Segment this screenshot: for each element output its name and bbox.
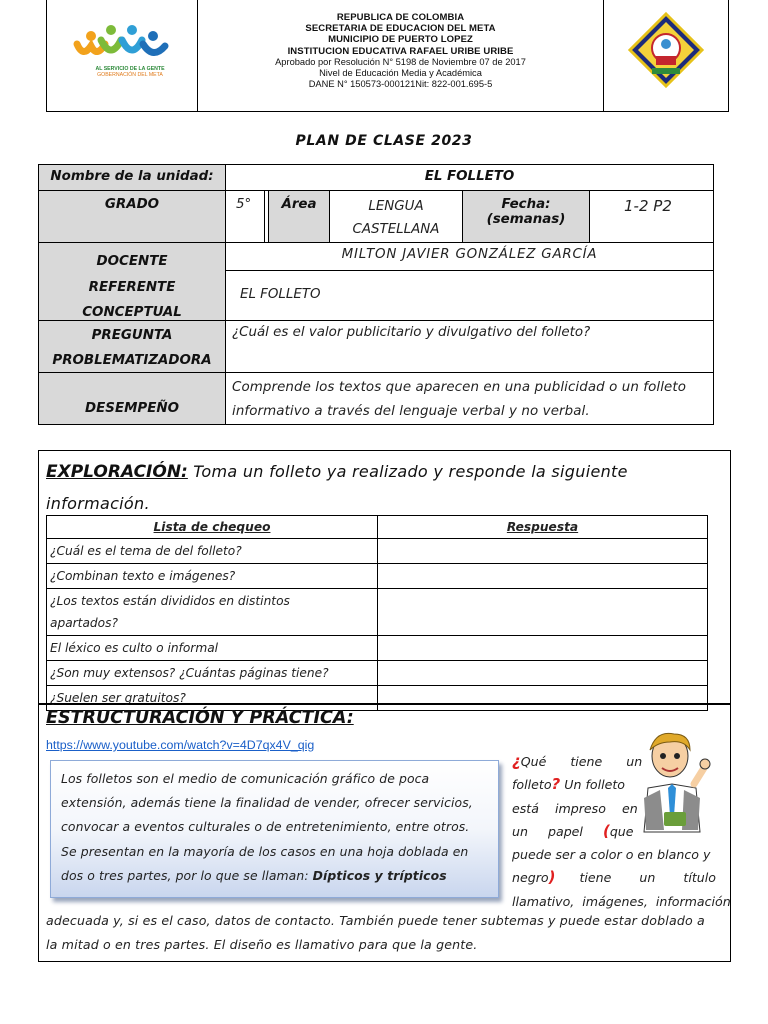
logo-caption <box>75 66 185 78</box>
area-value-line: LENGUA <box>368 199 424 214</box>
people-logo-icon <box>47 0 198 112</box>
exploration-heading <box>46 456 726 519</box>
performance-line: Comprende los textos que aparecen en una publicidad o un folleto <box>232 380 687 395</box>
page-title: PLAN DE CLASE 2023 <box>295 133 473 149</box>
table-row <box>47 564 708 589</box>
table-row <box>47 539 708 564</box>
side-text-line <box>512 750 643 773</box>
header-line: INSTITUCION EDUCATIVA RAFAEL URIBE URIBE <box>287 45 514 57</box>
answer-cell[interactable] <box>378 589 708 636</box>
side-text-line <box>512 866 726 889</box>
performance-value <box>225 372 714 425</box>
performance-label: DESEMPEÑO <box>38 372 226 425</box>
table-row <box>47 661 708 686</box>
checklist-header: Lista de chequeo <box>47 516 378 539</box>
question-value: ¿Cuál es el valor publicitario y divulgativo del folleto? <box>225 320 714 373</box>
institution-info <box>198 0 604 111</box>
callout-line: dos o tres partes, por lo que se llaman: <box>61 867 313 883</box>
side-text-fragment: tiene un título <box>555 870 716 886</box>
side-text-fragment: negro <box>512 870 549 886</box>
answer-header: Respuesta <box>378 516 708 539</box>
school-crest <box>604 0 728 111</box>
answer-cell[interactable] <box>378 564 708 589</box>
red-punctuation: ( <box>602 821 610 840</box>
logo-caption-line: AL SERVICIO DE LA GENTE <box>95 66 165 72</box>
side-text-fragment: folleto <box>512 777 552 793</box>
header-line: Nivel de Educación Media y Académica <box>319 68 482 79</box>
header-line: Aprobado por Resolución N° 5198 de Noviembre 07 de 2017 <box>275 56 526 67</box>
callout-line: Los folletos son el medio de comunicación gráfico de poca <box>61 771 430 786</box>
side-text-line: está impreso en <box>512 800 638 816</box>
reference-label: CONCEPTUAL <box>82 305 182 320</box>
teacher-cartoon-icon <box>634 728 712 838</box>
answer-cell[interactable] <box>378 636 708 661</box>
checklist-item-line: apartados? <box>50 616 118 630</box>
reference-label: REFERENTE <box>88 279 176 295</box>
letterhead <box>46 0 729 112</box>
side-text-line <box>512 820 632 843</box>
question-label-line: PROBLEMATIZADORA <box>52 353 212 368</box>
answer-cell[interactable] <box>378 539 708 564</box>
checklist-item: El léxico es culto o informal <box>47 636 378 661</box>
question-label-line: PREGUNTA <box>91 328 173 343</box>
red-punctuation: ¿ <box>512 752 521 770</box>
table-row <box>47 589 708 636</box>
grade-label: GRADO <box>38 190 226 243</box>
side-text-continued <box>512 843 731 913</box>
class-info-table <box>38 164 714 425</box>
callout-text <box>61 767 490 888</box>
grade-value: 5° <box>225 190 265 243</box>
exploration-title: EXPLORACIÓN: <box>46 462 188 482</box>
unit-value: EL FOLLETO <box>225 164 714 191</box>
checklist-item-line: ¿Los textos están divididos en distintos <box>50 594 290 608</box>
checklist-item: ¿Cuál es el tema de del folleto? <box>47 539 378 564</box>
logo-caption-line: GOBERNACIÓN DEL META <box>97 72 163 78</box>
checklist-item: ¿Combinan texto e imágenes? <box>47 564 378 589</box>
callout-bold: Dípticos y trípticos <box>312 867 447 883</box>
callout-line: Se presentan en la mayoría de los casos en una hoja doblada en <box>61 843 469 859</box>
reference-value: EL FOLLETO <box>225 270 714 321</box>
area-value <box>329 190 463 243</box>
checklist-item <box>47 589 378 636</box>
area-label: Área <box>268 190 330 243</box>
teacher-label: DOCENTE <box>96 254 168 269</box>
date-value: 1-2 P2 <box>589 190 714 243</box>
header-line: MUNICIPIO DE PUERTO LOPEZ <box>328 34 473 46</box>
body-text-line: la mitad o en tres partes. El diseño es llamativo para que la gente. <box>46 937 478 952</box>
table-row <box>47 636 708 661</box>
side-text-line <box>512 773 632 796</box>
video-link[interactable]: https://www.youtube.com/watch?v=4D7qx4V_qig <box>46 738 315 752</box>
teacher-reference-label <box>38 242 226 321</box>
exploration-text: Toma un folleto ya realizado y responde la siguiente <box>187 462 628 481</box>
header-line: SECRETARIA DE EDUCACION DEL META <box>305 23 496 35</box>
side-text <box>512 750 643 843</box>
exploration-text: información. <box>46 494 150 513</box>
side-text-line: llamativo, imágenes, información <box>512 893 731 909</box>
crest-icon <box>604 0 728 112</box>
red-punctuation: ) <box>548 868 556 887</box>
teacher-value: MILTON JAVIER GONZÁLEZ GARCÍA <box>225 242 714 271</box>
question-label <box>38 320 226 373</box>
red-punctuation: ? <box>551 775 561 794</box>
table-header-row <box>47 516 708 539</box>
checklist-table <box>46 515 708 711</box>
side-text-fragment: Un folleto <box>560 777 625 793</box>
header-line: REPUBLICA DE COLOMBIA <box>336 12 465 23</box>
date-label: Fecha:(semanas) <box>462 190 590 243</box>
structuring-title: ESTRUCTURACIÓN Y PRÁCTICA: <box>46 708 354 728</box>
answer-cell[interactable] <box>378 661 708 686</box>
checklist-item: ¿Suelen ser gratuitos? <box>47 686 378 711</box>
callout-line: extensión, además tiene la finalidad de vender, ofrecer servicios, <box>61 795 473 811</box>
area-value-line: CASTELLANA <box>352 222 440 237</box>
side-text-fragment: que <box>609 823 634 839</box>
definition-callout <box>50 760 499 898</box>
callout-line: convocar a eventos culturales o de entretenimiento, entre otros. <box>61 819 470 835</box>
side-text-fragment: Qué tiene un <box>520 754 643 769</box>
body-text-line: adecuada y, si es el caso, datos de contacto. También puede tener subtemas y puede estar doblado a <box>46 913 705 928</box>
checklist-item: ¿Son muy extensos? ¿Cuántas páginas tiene? <box>47 661 378 686</box>
performance-line: informativo a través del lenguaje verbal y no verbal. <box>232 404 590 419</box>
side-text-line: puede ser a color o en blanco y <box>512 847 711 862</box>
governorate-logo <box>47 0 198 111</box>
unit-label: Nombre de la unidad: <box>38 164 226 191</box>
side-text-fragment: un papel <box>512 823 603 839</box>
header-line: DANE N° 150573-000121Nit: 822-001.695-5 <box>308 79 493 90</box>
